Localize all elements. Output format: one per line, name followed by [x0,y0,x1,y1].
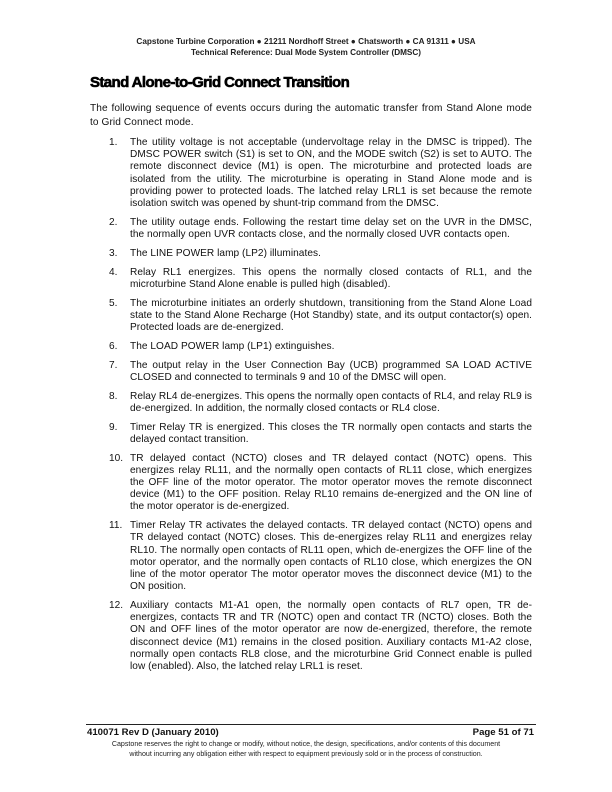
step-number: 12. [109,600,124,612]
step-item [90,600,532,673]
step-item [90,217,532,241]
section-title: Stand Alone-to-Grid Connect Transition [90,74,350,91]
step-number: 11. [109,520,123,532]
disclaimer-line-1: Capstone reserves the right to change or modify, without notice, the design, specifications, and/or contents of this document [111,740,501,748]
step-number: 9. [109,421,118,433]
footer-divider [86,724,536,725]
step-item [90,391,532,415]
step-number: 5. [109,297,118,309]
header-reference-line: Technical Reference: Dual Mode System Controller (DMSC) [190,48,422,57]
step-text: TR delayed contact (NCTO) closes and TR delayed contact (NOTC) opens. This energizes relay RL11, and the normally open contacts of RL11 close, which energizes the OFF line of the motor operator. The motor operator moves the remote disconnect device (M1) to the OFF position. Relay RL10 remains de-energized and the ON line of the motor operator is de-energized. [130,452,532,513]
disclaimer-line-2: without incurring any obligation either with respect to equipment previously sold or in the process of construction. [129,749,483,758]
step-number: 2. [109,216,118,228]
step-item [90,248,532,260]
step-item [90,267,532,291]
step-text: Timer Relay TR is energized. This closes the TR normally open contacts and starts the delayed contact transition. [130,421,532,445]
step-text: Relay RL4 de-energizes. This opens the normally open contacts of RL4, and relay RL9 is de-energized. In addition, the normally closed contacts or RL4 close. [130,390,532,414]
step-text: The LOAD POWER lamp (LP1) extinguishes. [130,340,335,352]
step-text: The utility outage ends. Following the restart time delay set on the UVR in the DMSC, the normally open UVR contacts close, and the normally closed UVR contacts open. [130,216,532,241]
step-item [90,520,532,593]
step-text: The utility voltage is not acceptable (undervoltage relay in the DMSC is tripped). The DMSC POWER switch (S1) is set to ON, and the MODE switch (S2) is set to AUTO. The remote disconnect device (M1) is open. The microturbine and protected loads are isolated from the utility. The microturbine is operating in Stand Alone mode and is providing power to protected loads. The latched relay LRL1 is set because the remote isolation switch was opened by shunt-trip command from the DMSC. [130,137,532,210]
footer-disclaimer [0,740,612,759]
step-number: 7. [109,359,118,371]
step-item [90,341,532,353]
header-company-line: Capstone Turbine Corporation ● 21211 Nordhoff Street ● Chatsworth ● CA 91311 ● USA [136,37,476,46]
step-number: 1. [109,137,118,148]
step-number: 10. [109,452,124,464]
step-item [90,298,532,335]
step-text: The output relay in the User Connection Bay (UCB) programmed SA LOAD ACTIVE CLOSED and connected to terminals 9 and 10 of the DMSC will open. [130,359,532,383]
step-item [90,453,532,514]
document-id: 410071 Rev D (January 2010) [87,727,219,738]
step-item [90,422,532,446]
page-number: Page 51 of 71 [472,727,534,738]
step-number: 4. [109,266,118,278]
step-text: Timer Relay TR activates the delayed contacts. TR delayed contact (NCTO) opens and TR delayed contact (NOTC) closes. This de-energizes relay RL11 and energizes relay RL10. The normally open contacts of RL11 open, which de-energizes the OFF line of the motor operator, and the normally open contacts of RL10 close, which energizes the ON line of the motor operator The motor operator moves the disconnect device (M1) to the ON position. [130,520,532,593]
intro-paragraph: The following sequence of events occurs during the automatic transfer from Stand Alone mode to Grid Connect mode. [90,103,532,128]
page-header [0,36,612,58]
step-number: 6. [109,340,118,352]
step-item [90,137,532,210]
step-number: 8. [109,390,118,402]
steps-list [90,137,532,680]
step-text: The LINE POWER lamp (LP2) illuminates. [130,247,321,259]
step-text: The microturbine initiates an orderly shutdown, transitioning from the Stand Alone Load state to the Stand Alone Recharge (Hot Standby) state, and its output contactor(s) open. Protected loads are de-energized. [130,297,532,334]
step-item [90,360,532,384]
step-number: 3. [109,247,118,259]
step-text: Auxiliary contacts M1-A1 open, the normally open contacts of RL7 open, TR de-energizes, contacts TR and TR (NOTC) open and contact TR (NCTO) closes. Both the ON and OFF lines of the motor operator are now de-energized, therefore, the remote disconnect device (M1) remains in the closed position. Auxiliary contacts M1-A2 close, normally open contacts RL8 close, and the microturbine Grid Connect enable is pulled low (enabled). Also, the latched relay LRL1 is reset. [130,600,532,673]
step-text: Relay RL1 energizes. This opens the normally closed contacts of RL1, and the microturbine Stand Alone enable is pulled high (disabled). [130,266,532,290]
